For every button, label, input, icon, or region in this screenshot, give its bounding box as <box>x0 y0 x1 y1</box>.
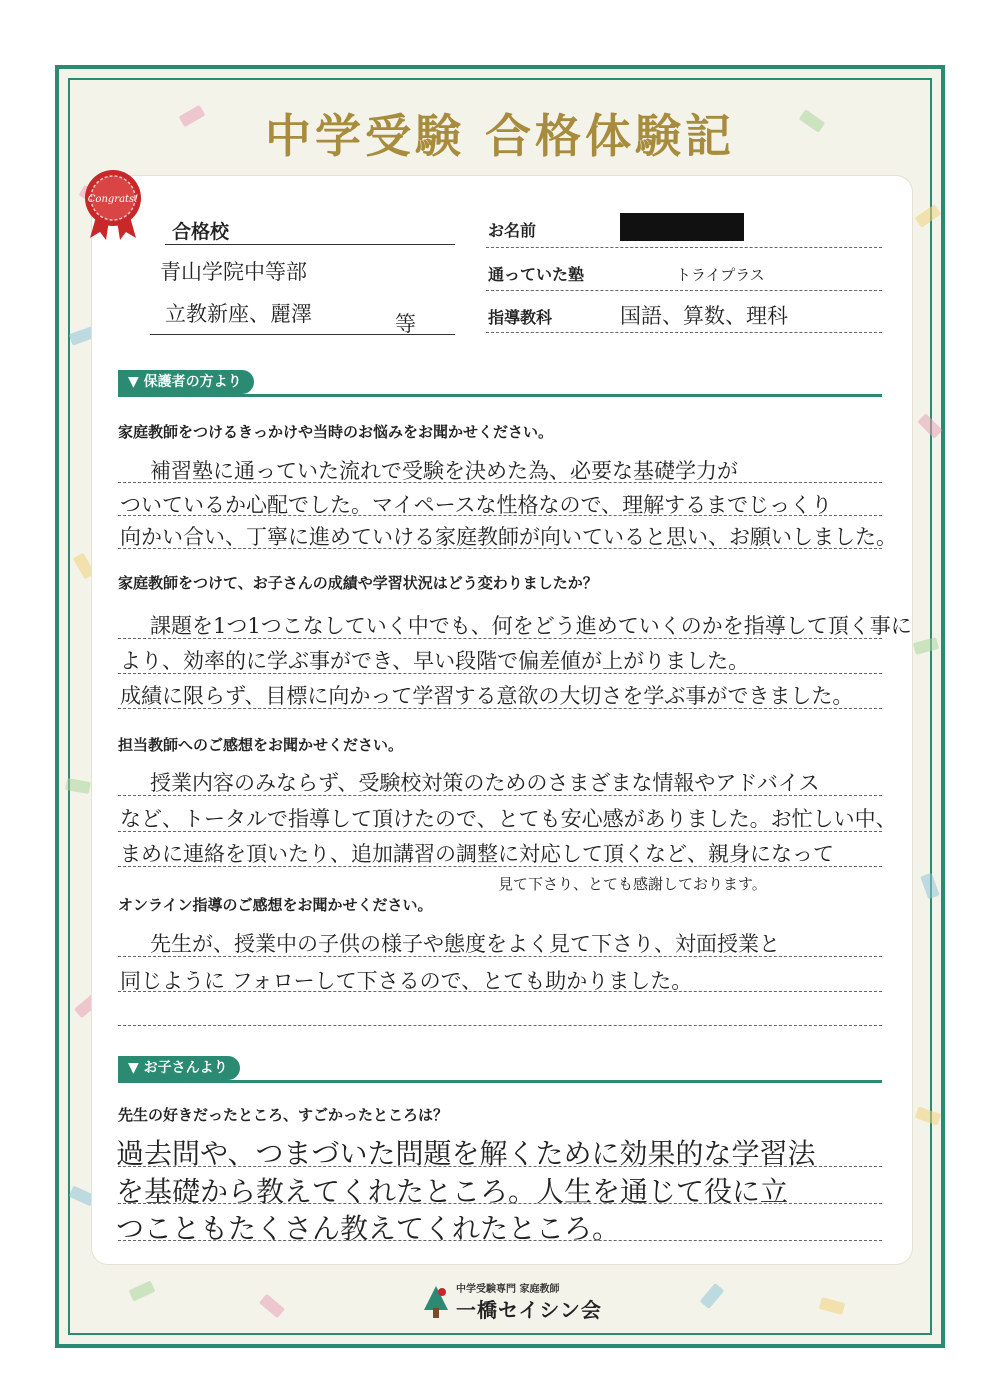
parent-question-4: オンライン指導のご感想をお聞かせください。 <box>118 896 433 914</box>
name-label: お名前 <box>488 221 537 240</box>
cram-rule <box>486 290 882 291</box>
footer-logo <box>422 1276 602 1326</box>
cram-value: トライプラス <box>676 266 765 284</box>
parent-answer-3-line-1: 授業内容のみならず、受験校対策のためのさまざまな情報やアドバイス <box>150 771 820 795</box>
logo-name: 一橋セイシン会 <box>456 1298 602 1322</box>
answer-rule <box>118 548 882 549</box>
parent-answer-3-line-3: まめに連絡を頂いたり、追加講習の調整に対応して頂くなど、親身になって <box>120 842 834 866</box>
answer-rule <box>118 638 882 639</box>
page-title: 中学受験 合格体験記 <box>264 109 735 163</box>
child-section-bar <box>118 1080 882 1083</box>
answer-rule <box>118 1166 882 1167</box>
parent-answer-4-line-1: 先生が、授業中の子供の様子や態度をよく見て下さり、対面授業と <box>150 932 780 956</box>
answer-rule <box>118 708 882 709</box>
parent-answer-3-line-4: 見て下さり、とても感謝しております。 <box>498 875 767 893</box>
content-card <box>92 176 912 1264</box>
school-line-1: 青山学院中等部 <box>160 260 307 284</box>
cram-label: 通っていた塾 <box>488 265 585 284</box>
congrats-rosette-icon <box>76 166 150 240</box>
school-line-3: 等 <box>395 312 416 336</box>
school-rule-bottom <box>150 334 455 335</box>
parent-section-tag: ▼ 保護者の方より <box>118 370 254 394</box>
school-line-2: 立教新座、麗澤 <box>165 302 312 326</box>
child-answer-line-3: つこともたくさん教えてくれたところ。 <box>116 1212 621 1245</box>
parent-answer-1-line-1: 補習塾に通っていた流れで受験を決めた為、必要な基礎学力が <box>150 459 738 483</box>
name-redaction <box>620 213 744 241</box>
answer-rule <box>118 515 882 516</box>
parent-answer-3-line-2: など、トータルで指導して頂けたので、とても安心感がありました。お忙しい中、 <box>120 807 897 831</box>
parent-answer-2-line-2: より、効率的に学ぶ事ができ、早い段階で偏差値が上がりました。 <box>120 649 750 673</box>
child-question-1: 先生の好きだったところ、すごかったところは？ <box>118 1106 449 1124</box>
answer-rule <box>118 795 882 796</box>
parent-question-2: 家庭教師をつけて、お子さんの成績や学習状況はどう変わりましたか？ <box>118 574 598 592</box>
parent-answer-2-line-3: 成績に限らず、目標に向かって学習する意欲の大切さを学ぶ事ができました。 <box>120 684 854 708</box>
answer-rule <box>118 482 882 483</box>
answer-rule <box>118 991 882 992</box>
subjects-label: 指導教科 <box>488 308 553 327</box>
answer-rule <box>118 956 882 957</box>
parent-section-bar <box>118 394 882 397</box>
tree-logo-icon <box>422 1284 450 1318</box>
badge-text: Congrats! <box>87 194 139 205</box>
school-rule <box>165 244 455 245</box>
parent-answer-4-line-2: 同じように フォローして下さるので、とても助かりました。 <box>120 969 693 993</box>
answer-rule <box>118 1240 882 1241</box>
answer-rule <box>118 1203 882 1204</box>
parent-question-1: 家庭教師をつけるきっかけや当時のお悩みをお聞かせください。 <box>118 423 554 441</box>
child-section-tag: ▼ お子さんより <box>118 1056 240 1080</box>
logo-tagline: 中学受験専門 家庭教師 <box>456 1284 560 1295</box>
answer-rule <box>118 831 882 832</box>
name-rule <box>486 247 882 248</box>
answer-rule <box>118 1025 882 1026</box>
answer-rule <box>118 673 882 674</box>
answer-rule <box>118 866 882 867</box>
subjects-value: 国語、算数、理科 <box>620 304 788 328</box>
parent-answer-1-line-3: 向かい合い、丁寧に進めていける家庭教師が向いていると思い、お願いしました。 <box>120 525 897 549</box>
child-answer-line-1: 過去問や、つまづいた問題を解くために効果的な学習法 <box>116 1137 816 1170</box>
child-answer-line-2: を基礎から教えてくれたところ。人生を通じて役に立 <box>116 1175 789 1208</box>
parent-answer-1-line-2: ついているか心配でした。マイペースな性格なので、理解するまでじっくり <box>120 493 833 517</box>
parent-answer-2-line-1: 課題を1つ1つこなしていく中でも、何をどう進めていくのかを指導して頂く事に <box>150 614 912 638</box>
school-label: 合格校 <box>172 221 230 243</box>
subjects-rule <box>486 332 882 333</box>
parent-question-3: 担当教師へのご感想をお聞かせください。 <box>118 736 404 754</box>
